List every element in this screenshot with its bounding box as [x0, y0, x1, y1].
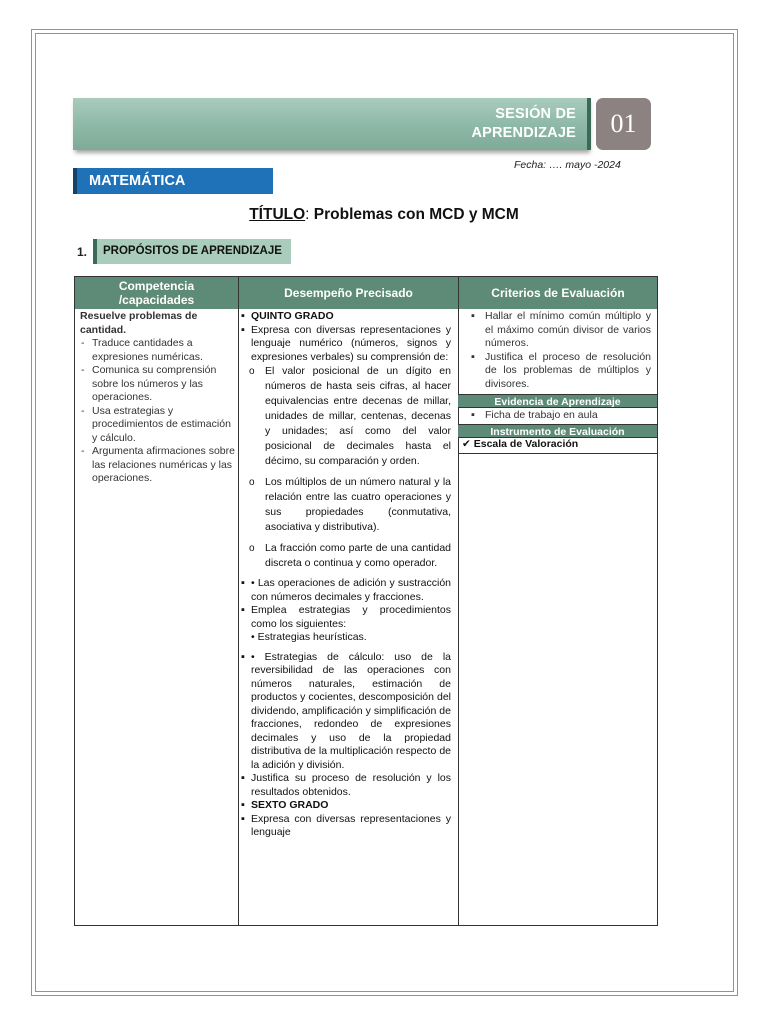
criterio-item: ▪ Hallar el mínimo común múltiplo y el máximo común divisor de varios números. — [459, 310, 657, 351]
capacidad-item: - Comunica su comprensión sobre los números y las operaciones. — [80, 364, 235, 405]
desempeno-subitem: o El valor posicional de un dígito en números de hasta seis cifras, al hacer equivalencias entre decenas de millar, unidades de millar, centenas, decenas y unidades; así como del valor posicional de decimales hasta el décimo, su comparación y orden. — [241, 364, 451, 469]
header-desempeno: Desempeño Precisado — [284, 286, 413, 300]
section-heading: PROPÓSITOS DE APRENDIZAJE — [93, 239, 291, 264]
instrumento-text: Escala de Valoración — [473, 437, 579, 450]
header-separator — [587, 98, 591, 150]
desempeno-cell — [241, 310, 451, 840]
desempeno-item: ▪ • Estrategias de cálculo: uso de la reversibilidad de las operaciones con números naturales, estimación de productos y cocientes, descomposición del dividendo, amplificación y simplificación de fracciones, redondeo de expresiones decimales y uso de la propiedad distributiva de la multiplicación respecto de la adición y división. — [241, 651, 451, 773]
instrumento-item — [458, 438, 657, 455]
check-icon: ✔ — [462, 437, 471, 450]
criterios-cell — [459, 310, 657, 454]
capacidad-item: - Usa estrategias y procedimientos de estimación y cálculo. — [80, 405, 235, 446]
desempeno-item: ▪ Expresa con diversas representaciones y lenguaje numérico (números, signos y expresiones verbales) su comprensión de: — [241, 324, 451, 365]
capacidades-list — [80, 337, 235, 486]
desempeno-subitem: o La fracción como parte de una cantidad discreta o continua y como operador. — [241, 541, 451, 571]
evidencia-item: ▪ Ficha de trabajo en aula — [459, 409, 657, 423]
grade-six-heading: ▪ SEXTO GRADO — [241, 799, 451, 813]
column-divider — [238, 277, 239, 925]
session-title — [471, 105, 576, 143]
desempeno-item: ▪ Emplea estrategias y procedimientos como los siguientes: — [241, 604, 451, 631]
desempeno-item: ▪ Justifica su proceso de resolución y los resultados obtenidos. — [241, 772, 451, 799]
evidencia-heading: Evidencia de Aprendizaje — [458, 394, 657, 408]
criterio-item: ▪ Justifica el proceso de resolución de los problemas de múltiplos y divisores. — [459, 351, 657, 392]
session-header-banner — [73, 98, 588, 150]
capacidad-item: - Traduce cantidades a expresiones numéricas. — [80, 337, 235, 364]
title-text: Problemas con MCD y MCM — [313, 206, 519, 223]
desempeno-subline: • Estrategias heurísticas. — [251, 631, 367, 643]
subject-area: MATEMÁTICA — [73, 168, 273, 194]
session-title-line2: APRENDIZAJE — [471, 125, 576, 141]
title-label: TÍTULO — [249, 206, 306, 223]
grade-five-heading: ▪ QUINTO GRADO — [241, 310, 451, 324]
desempeno-item: ▪ • Las operaciones de adición y sustracción con números decimales y fracciones. — [241, 577, 451, 604]
session-number: 01 — [596, 98, 651, 150]
section-number: 1. — [77, 245, 88, 259]
purposes-table — [74, 276, 658, 926]
document-title — [0, 206, 768, 224]
desempeno-item: ▪ Expresa con diversas representaciones y lenguaje — [241, 813, 451, 840]
header-criterios: Criterios de Evaluación — [491, 286, 625, 300]
capacidad-item: - Argumenta afirmaciones sobre las relaciones numéricas y las operaciones. — [80, 445, 235, 486]
desempeno-subitem: o Los múltiplos de un número natural y la relación entre las cuatro operaciones y sus propiedades (conmutativa, asociativa y distributiva). — [241, 475, 451, 535]
competencia-cell — [80, 310, 235, 486]
session-title-line1: SESIÓN DE — [495, 106, 576, 122]
table-header-row — [75, 277, 657, 309]
competencia-title: Resuelve problemas de cantidad. — [80, 310, 198, 336]
date-label: Fecha: …. mayo -2024 — [514, 159, 621, 171]
instrumento-heading: Instrumento de Evaluación — [458, 424, 657, 438]
title-colon: : — [305, 206, 314, 223]
header-competencia: Competencia /capacidades — [118, 279, 195, 307]
